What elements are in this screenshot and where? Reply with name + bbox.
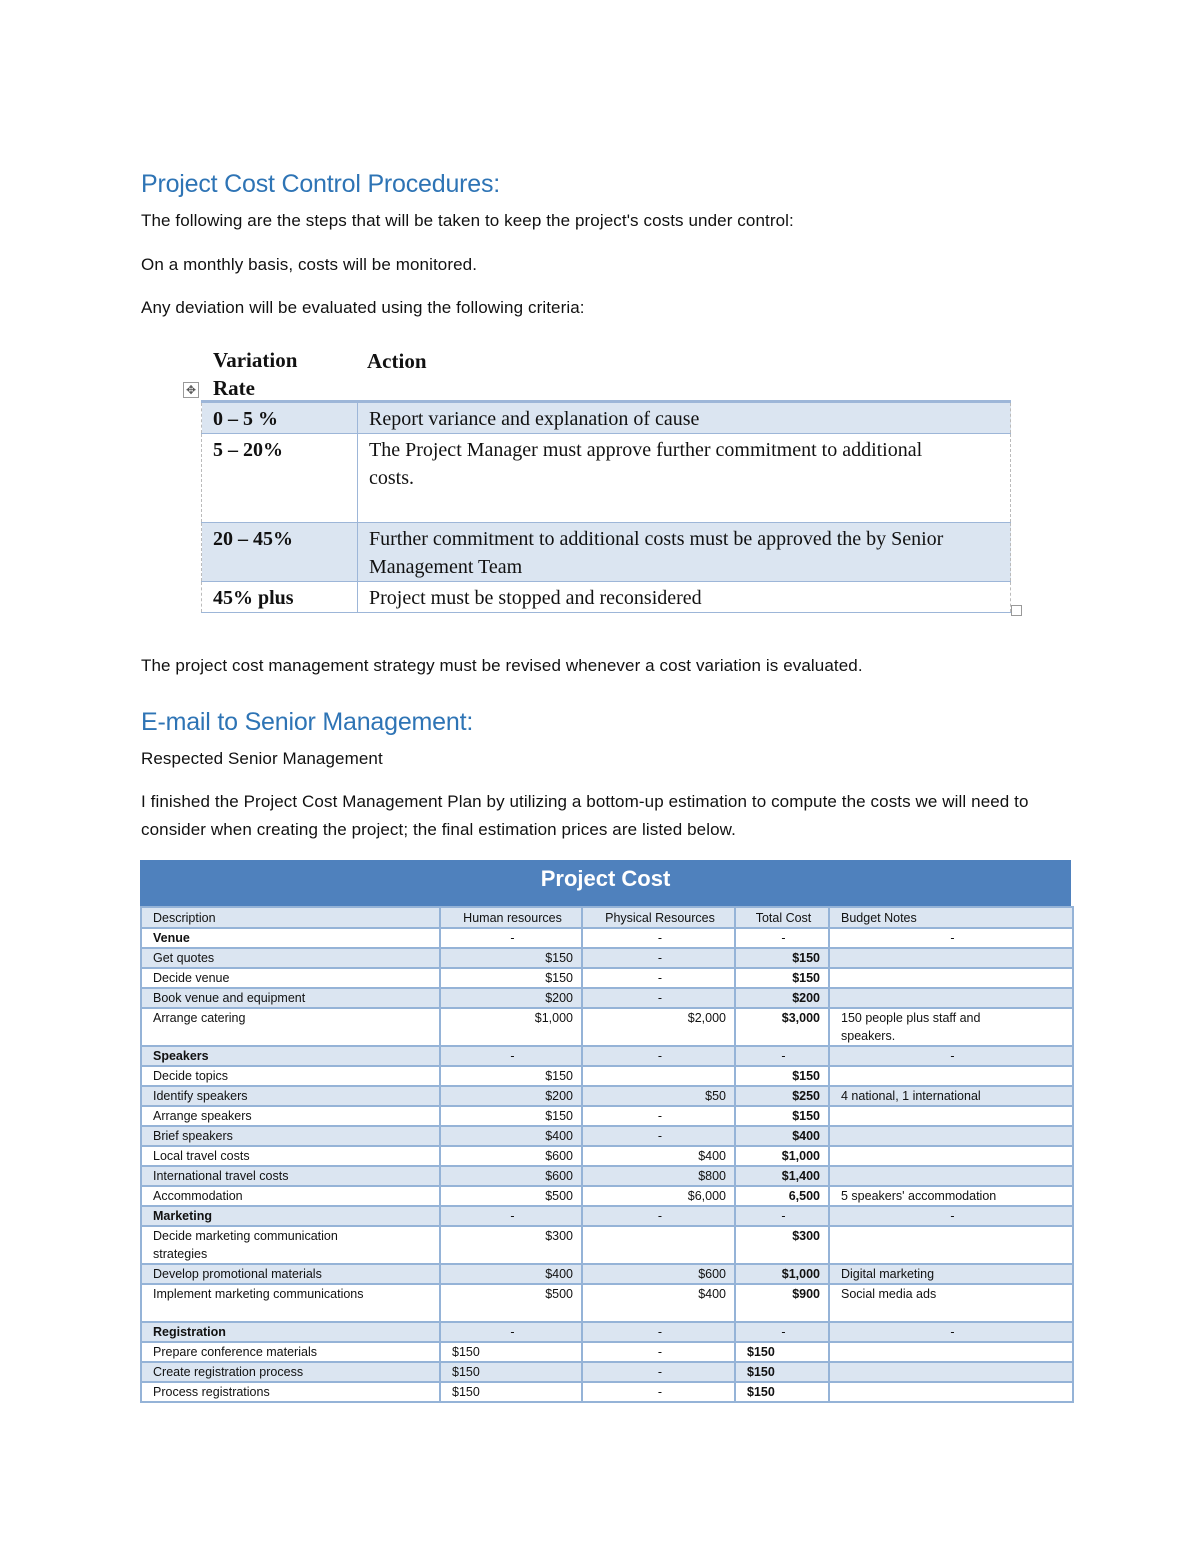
table-row (141, 1362, 1073, 1382)
total-cost-cell: - (735, 1322, 829, 1342)
email-body: I finished the Project Cost Management Plan by utilizing a bottom-up estimation to compute the costs we will need to consider when creating the project; the final estimation prices are listed below. (141, 792, 1029, 839)
description-cell: Develop promotional materials (141, 1264, 440, 1284)
category-row (141, 928, 1073, 948)
budget-notes-cell (829, 948, 1073, 968)
rate-cell: 45% plus (202, 582, 358, 613)
human-resources-cell: $600 (440, 1166, 582, 1186)
total-cost-cell: - (735, 1206, 829, 1226)
physical-resources-cell: - (582, 1106, 735, 1126)
physical-resources-cell: - (582, 988, 735, 1008)
variation-row (202, 402, 1011, 434)
action-cell: Project must be stopped and reconsidered (358, 582, 1011, 613)
total-cost-cell: $150 (735, 1382, 829, 1402)
table-row (141, 1106, 1073, 1126)
physical-resources-cell: $2,000 (582, 1008, 735, 1046)
description-cell: Get quotes (141, 948, 440, 968)
rate-cell: 0 – 5 % (202, 402, 358, 434)
action-cell[interactable]: The Project Manager must approve further commitment to additional costs. (358, 434, 1011, 523)
human-resources-cell: $200 (440, 1086, 582, 1106)
human-resources-cell: $400 (440, 1264, 582, 1284)
budget-notes-cell (829, 1066, 1073, 1086)
rate-cell: 20 – 45% (202, 523, 358, 582)
col-header-budget-notes: Budget Notes (829, 907, 1073, 928)
total-cost-cell: $3,000 (735, 1008, 829, 1046)
category-row (141, 1046, 1073, 1066)
col-header-physical-resources: Physical Resources (582, 907, 735, 928)
total-cost-cell: - (735, 1046, 829, 1066)
budget-notes-cell: 4 national, 1 international (829, 1086, 1073, 1106)
human-resources-cell: $1,000 (440, 1008, 582, 1046)
physical-resources-cell: $400 (582, 1146, 735, 1166)
total-cost-cell: - (735, 928, 829, 948)
header-line-1: Variation (213, 348, 298, 372)
heading-cost-control: Project Cost Control Procedures: (141, 170, 501, 198)
table-row (141, 1264, 1073, 1284)
description-cell: Venue (141, 928, 440, 948)
total-cost-cell: $900 (735, 1284, 829, 1322)
total-cost-cell: $250 (735, 1086, 829, 1106)
human-resources-cell: $400 (440, 1126, 582, 1146)
physical-resources-cell: - (582, 1206, 735, 1226)
cost-table-header-row (141, 907, 1073, 928)
action-cell: Further commitment to additional costs must be approved the by Senior Management Team (358, 523, 1011, 582)
human-resources-cell: - (440, 1322, 582, 1342)
budget-notes-cell (829, 1106, 1073, 1126)
description-cell: Prepare conference materials (141, 1342, 440, 1362)
total-cost-cell: $1,000 (735, 1264, 829, 1284)
variation-header-action: Action (367, 349, 427, 373)
heading-email: E-mail to Senior Management: (141, 708, 474, 736)
budget-notes-cell (829, 1166, 1073, 1186)
physical-resources-cell: - (582, 1382, 735, 1402)
action-cell: Report variance and explanation of cause (358, 402, 1011, 434)
budget-notes-cell (829, 1362, 1073, 1382)
physical-resources-cell: - (582, 948, 735, 968)
description-cell: Accommodation (141, 1186, 440, 1206)
human-resources-cell: $200 (440, 988, 582, 1008)
table-row (141, 1186, 1073, 1206)
col-header-human-resources: Human resources (440, 907, 582, 928)
budget-notes-cell (829, 988, 1073, 1008)
total-cost-cell: $150 (735, 948, 829, 968)
human-resources-cell: - (440, 1046, 582, 1066)
paragraph-intro: The following are the steps that will be taken to keep the project's costs under control: (141, 211, 794, 230)
table-row (141, 1226, 1073, 1264)
budget-notes-cell (829, 1342, 1073, 1362)
human-resources-cell: $150 (440, 1066, 582, 1086)
budget-notes-cell: 5 speakers' accommodation (829, 1186, 1073, 1206)
total-cost-cell: $300 (735, 1226, 829, 1264)
total-cost-cell: $150 (735, 1066, 829, 1086)
total-cost-cell: $150 (735, 1106, 829, 1126)
budget-notes-cell (829, 968, 1073, 988)
table-row (141, 1126, 1073, 1146)
description-cell: Arrange speakers (141, 1106, 440, 1126)
human-resources-cell: $500 (440, 1186, 582, 1206)
table-row (141, 1008, 1073, 1046)
physical-resources-cell: $600 (582, 1264, 735, 1284)
table-row (141, 988, 1073, 1008)
description-cell: Identify speakers (141, 1086, 440, 1106)
human-resources-cell: $150 (440, 968, 582, 988)
description-cell: Marketing (141, 1206, 440, 1226)
description-cell: Registration (141, 1322, 440, 1342)
rate-cell: 5 – 20% (202, 434, 358, 523)
header-line-2: Rate (213, 376, 255, 400)
physical-resources-cell: - (582, 1322, 735, 1342)
total-cost-cell: 6,500 (735, 1186, 829, 1206)
budget-notes-cell: - (829, 928, 1073, 948)
table-row (141, 1382, 1073, 1402)
description-cell: Process registrations (141, 1382, 440, 1402)
total-cost-cell: $150 (735, 968, 829, 988)
total-cost-cell: $200 (735, 988, 829, 1008)
table-row (141, 1284, 1073, 1322)
variation-row (202, 434, 1011, 523)
table-row (141, 1166, 1073, 1186)
budget-notes-cell: - (829, 1206, 1073, 1226)
table-row (141, 968, 1073, 988)
budget-notes-cell: Digital marketing (829, 1264, 1073, 1284)
physical-resources-cell: - (582, 1126, 735, 1146)
paragraph-closing: The project cost management strategy must be revised whenever a cost variation is evaluated. (141, 656, 863, 675)
physical-resources-cell: - (582, 928, 735, 948)
description-cell: Arrange catering (141, 1008, 440, 1046)
physical-resources-cell: - (582, 1362, 735, 1382)
human-resources-cell: $150 (440, 1342, 582, 1362)
variation-table (201, 400, 1011, 613)
total-cost-cell: $400 (735, 1126, 829, 1146)
paragraph-monthly: On a monthly basis, costs will be monitored. (141, 255, 478, 274)
physical-resources-cell: $50 (582, 1086, 735, 1106)
description-cell: Decide marketing communication strategies (141, 1226, 440, 1264)
col-header-total-cost: Total Cost (735, 907, 829, 928)
budget-notes-cell (829, 1126, 1073, 1146)
variation-row (202, 523, 1011, 582)
human-resources-cell: - (440, 1206, 582, 1226)
physical-resources-cell: - (582, 1046, 735, 1066)
description-cell: Decide topics (141, 1066, 440, 1086)
human-resources-cell: $500 (440, 1284, 582, 1322)
category-row (141, 1206, 1073, 1226)
human-resources-cell: $150 (440, 1106, 582, 1126)
move-arrows-icon[interactable]: ✥ (183, 382, 199, 398)
physical-resources-cell (582, 1066, 735, 1086)
description-cell: Decide venue (141, 968, 440, 988)
budget-notes-cell: 150 people plus staff and speakers. (829, 1008, 1073, 1046)
physical-resources-cell (582, 1226, 735, 1264)
physical-resources-cell: $400 (582, 1284, 735, 1322)
table-row (141, 948, 1073, 968)
resize-handle-icon[interactable] (1011, 605, 1022, 616)
human-resources-cell: $300 (440, 1226, 582, 1264)
budget-notes-cell (829, 1226, 1073, 1264)
total-cost-cell: $150 (735, 1342, 829, 1362)
description-cell: Local travel costs (141, 1146, 440, 1166)
variation-row (202, 582, 1011, 613)
category-row (141, 1322, 1073, 1342)
salutation: Respected Senior Management (141, 749, 383, 768)
physical-resources-cell: $6,000 (582, 1186, 735, 1206)
budget-notes-cell: - (829, 1046, 1073, 1066)
description-cell: Implement marketing communications (141, 1284, 440, 1322)
budget-notes-cell: - (829, 1322, 1073, 1342)
cost-table-title: Project Cost (140, 860, 1071, 906)
human-resources-cell: $150 (440, 948, 582, 968)
description-cell: Speakers (141, 1046, 440, 1066)
physical-resources-cell: $800 (582, 1166, 735, 1186)
description-cell: Brief speakers (141, 1126, 440, 1146)
table-row (141, 1146, 1073, 1166)
paragraph-criteria: Any deviation will be evaluated using the following criteria: (141, 298, 585, 317)
cost-table (140, 906, 1074, 1403)
variation-header-rate (213, 346, 297, 402)
human-resources-cell: - (440, 928, 582, 948)
col-header-description: Description (141, 907, 440, 928)
total-cost-cell: $150 (735, 1362, 829, 1382)
human-resources-cell: $150 (440, 1362, 582, 1382)
total-cost-cell: $1,400 (735, 1166, 829, 1186)
human-resources-cell: $600 (440, 1146, 582, 1166)
description-cell: International travel costs (141, 1166, 440, 1186)
total-cost-cell: $1,000 (735, 1146, 829, 1166)
description-cell: Create registration process (141, 1362, 440, 1382)
table-row (141, 1086, 1073, 1106)
human-resources-cell: $150 (440, 1382, 582, 1402)
description-cell: Book venue and equipment (141, 988, 440, 1008)
table-row (141, 1342, 1073, 1362)
budget-notes-cell (829, 1382, 1073, 1402)
table-row (141, 1066, 1073, 1086)
physical-resources-cell: - (582, 1342, 735, 1362)
budget-notes-cell (829, 1146, 1073, 1166)
physical-resources-cell: - (582, 968, 735, 988)
budget-notes-cell: Social media ads (829, 1284, 1073, 1322)
